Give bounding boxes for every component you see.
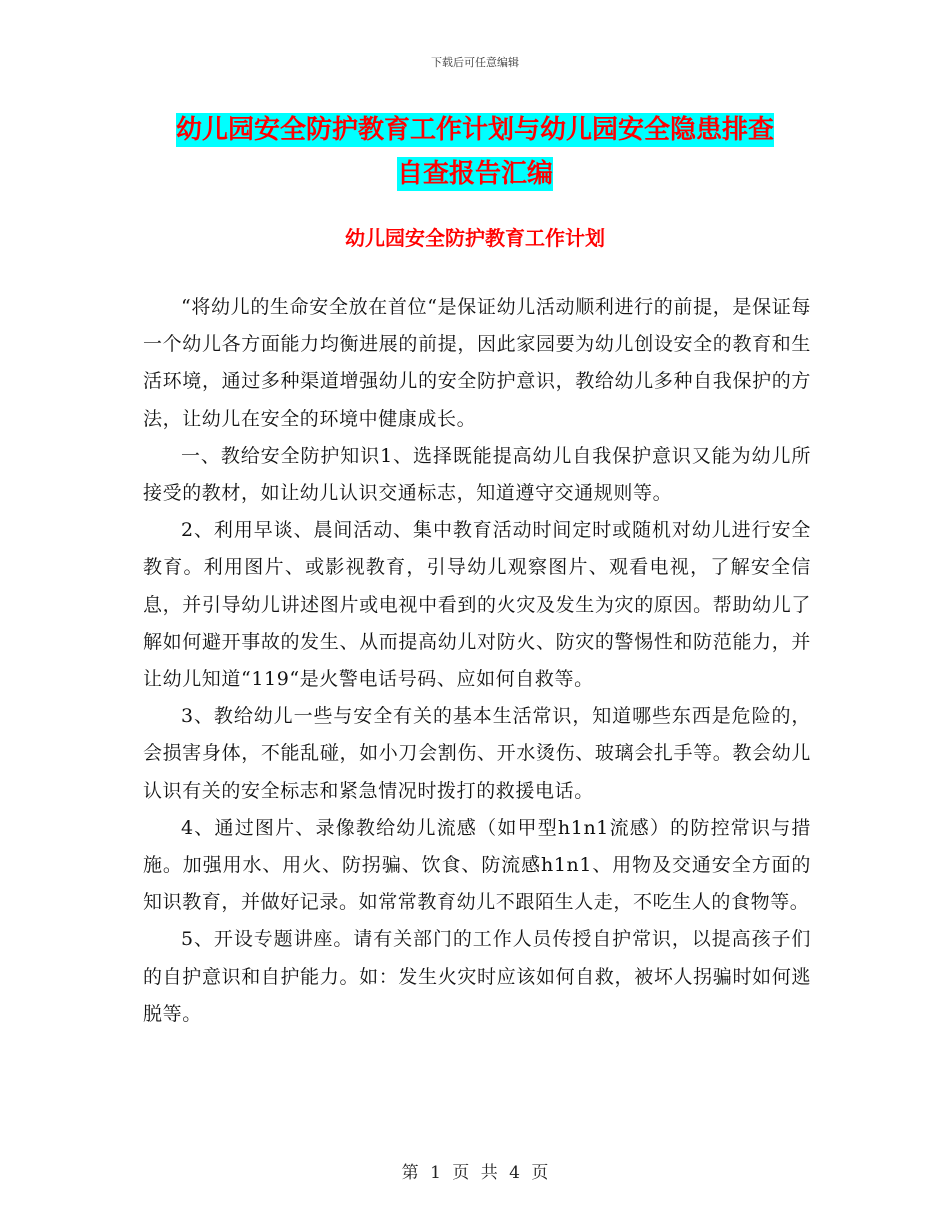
paragraph-3: 3、教给幼儿一些与安全有关的基本生活常识，知道哪些东西是危险的，会损害身体，不能乱碰，如小刀会割伤、开水烫伤、玻璃会扎手等。教会幼儿认识有关的安全标志和紧急情况时拨打的救援电话。 (143, 705, 811, 802)
section-title: 幼儿园安全防护教育工作计划 (345, 226, 605, 250)
paragraph-4: 4、通过图片、录像教给幼儿流感（如甲型h1n1流感）的防控常识与措施。加强用水、用火、防拐骗、饮食、防流感h1n1、用物及交通安全方面的知识教育，并做好记录。如常常教育幼儿不跟陌生人走，不吃生人的食物等。 (143, 816, 811, 914)
document-title-line-2 (0, 158, 950, 190)
paragraph-2: 2、利用早谈、晨间活动、集中教育活动时间定时或随机对幼儿进行安全教育。利用图片、或影视教育，引导幼儿观察图片、观看电视，了解安全信息，并引导幼儿讲述图片或电视中看到的火灾及发生为灾的原因。帮助幼儿了解如何避开事故的发生、从而提高幼儿对防火、防灾的警惕性和防范能力，并让幼儿知道“119“是火警电话号码、应如何自救等。 (143, 519, 811, 691)
document-title-line-1 (0, 114, 950, 146)
page-footer: 第 1 页 共 4 页 (401, 1163, 549, 1183)
paragraph-1: 一、教给安全防护知识1、选择既能提高幼儿自我保护意识又能为幼儿所接受的教材，如让幼儿认识交通标志，知道遵守交通规则等。 (143, 444, 811, 505)
document-title-line-1-text: 幼儿园安全防护教育工作计划与幼儿园安全隐患排查 (175, 115, 774, 145)
paragraph-intro: “将幼儿的生命安全放在首位“是保证幼儿活动顺利进行的前提，是保证每一个幼儿各方面能力均衡进展的前提，因此家园要为幼儿创设安全的教育和生活环境，通过多种渠道增强幼儿的安全防护意识，教给幼儿多种自我保护的方法，让幼儿在安全的环境中健康成长。 (143, 296, 811, 430)
header-note: 下载后可任意编辑 (431, 56, 519, 69)
document-body (143, 289, 811, 1033)
document-title-line-2-text: 自查报告汇编 (396, 159, 553, 189)
paragraph-5: 5、开设专题讲座。请有关部门的工作人员传授自护常识，以提高孩子们的自护意识和自护能力。如：发生火灾时应该如何自救，被坏人拐骗时如何逃脱等。 (143, 928, 811, 1025)
